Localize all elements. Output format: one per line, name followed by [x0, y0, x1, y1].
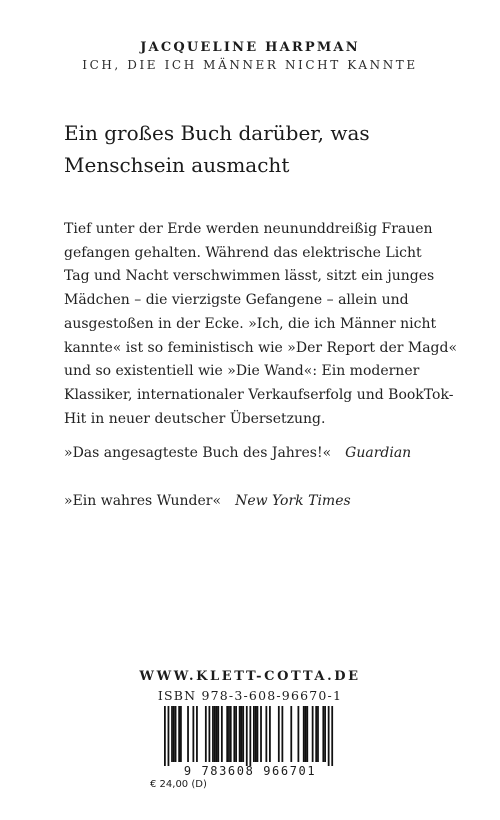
- barcode-bar: [322, 706, 324, 762]
- barcode-bar: [306, 706, 308, 762]
- barcode-bar: [221, 706, 223, 762]
- barcode-bar: [192, 706, 194, 762]
- barcode-bar: [212, 706, 214, 762]
- headline-line: Menschsein ausmacht: [64, 153, 290, 177]
- blurb-line: Tag und Nacht verschwimmen lässt, sitzt ein junges: [64, 268, 435, 285]
- quote-text: »Das angesagteste Buch des Jahres!«: [64, 445, 332, 461]
- barcode-bar: [205, 706, 207, 762]
- headline: [64, 117, 444, 181]
- barcode-bar: [168, 706, 170, 766]
- author-name: JACQUELINE HARPMAN: [140, 40, 360, 55]
- barcode-bar: [328, 706, 330, 766]
- barcode-bar: [269, 706, 271, 762]
- barcode-bar: [209, 706, 211, 762]
- barcode-graphic: [150, 706, 350, 766]
- barcode-bar: [214, 706, 216, 762]
- barcode-bar: [178, 706, 180, 762]
- barcode-bar: [281, 706, 283, 762]
- barcode-bar: [180, 706, 182, 762]
- barcode-bar: [242, 706, 244, 762]
- quote-text: »Ein wahres Wunder«: [64, 493, 222, 509]
- barcode-bar: [255, 706, 257, 762]
- barcode-bar: [324, 706, 326, 762]
- barcode-bar: [173, 706, 175, 762]
- barcode-bar: [246, 706, 248, 766]
- barcode-bar: [239, 706, 241, 762]
- publisher-website[interactable]: WWW.KLETT-COTTA.DE: [139, 669, 361, 684]
- blurb-line: ausgestoßen in der Ecke. »Ich, die ich Männer nicht: [64, 315, 437, 332]
- isbn-number: ISBN 978-3-608-96670-1: [157, 688, 343, 703]
- barcode-bar: [175, 706, 177, 762]
- barcode-bar: [278, 706, 280, 762]
- barcode-bar: [260, 706, 262, 762]
- barcode-bar: [164, 706, 166, 766]
- barcode-bar: [233, 706, 235, 762]
- barcode-bar: [230, 706, 232, 762]
- price-label: € 24,00 (D): [150, 779, 207, 790]
- barcode-bar: [298, 706, 300, 762]
- headline-line: Ein großes Buch darüber, was: [64, 121, 370, 145]
- barcode-bar: [171, 706, 173, 762]
- barcode-bar: [312, 706, 314, 762]
- blurb-line: Mädchen – die vierzigste Gefangene – allein und: [64, 292, 409, 309]
- book-title: ICH, DIE ICH MÄNNER NICHT KANNTE: [82, 58, 418, 72]
- barcode-bar: [187, 706, 189, 762]
- press-quote: [64, 493, 351, 509]
- press-quote: [64, 445, 411, 461]
- barcode-bar: [235, 706, 237, 762]
- blurb-line: Hit in neuer deutscher Übersetzung.: [64, 410, 326, 427]
- quote-source: New York Times: [235, 493, 351, 509]
- quote-source: Guardian: [345, 445, 412, 461]
- barcode-bar: [253, 706, 255, 762]
- barcode-bar: [331, 706, 333, 766]
- barcode-bar: [265, 706, 267, 762]
- blurb-line: gefangen gehalten. Während das elektrische Licht: [64, 244, 422, 261]
- barcode-bar: [216, 706, 218, 762]
- barcode-bar: [196, 706, 198, 762]
- blurb-paragraph: [64, 218, 458, 431]
- barcode-digits: 9 783608 966701: [183, 764, 317, 778]
- barcode-bar: [241, 706, 243, 762]
- barcode-bar: [228, 706, 230, 762]
- barcode-bar: [303, 706, 305, 762]
- barcode-bar: [257, 706, 259, 762]
- blurb-line: Klassiker, internationaler Verkaufserfolg und BookTok-: [64, 386, 454, 403]
- blurb-line: und so existentiell wie »Die Wand«: Ein moderner: [64, 363, 420, 380]
- barcode-bar: [249, 706, 251, 766]
- barcode-bar: [290, 706, 292, 762]
- barcode-bar: [217, 706, 219, 762]
- barcode-bar: [226, 706, 228, 762]
- blurb-line: kannte« ist so feministisch wie »Der Report der Magd«: [64, 339, 458, 356]
- barcode-bar: [315, 706, 317, 762]
- barcode-bar: [317, 706, 319, 762]
- barcode-bar: [305, 706, 307, 762]
- blurb-line: Tief unter der Erde werden neununddreißig Frauen: [64, 221, 433, 237]
